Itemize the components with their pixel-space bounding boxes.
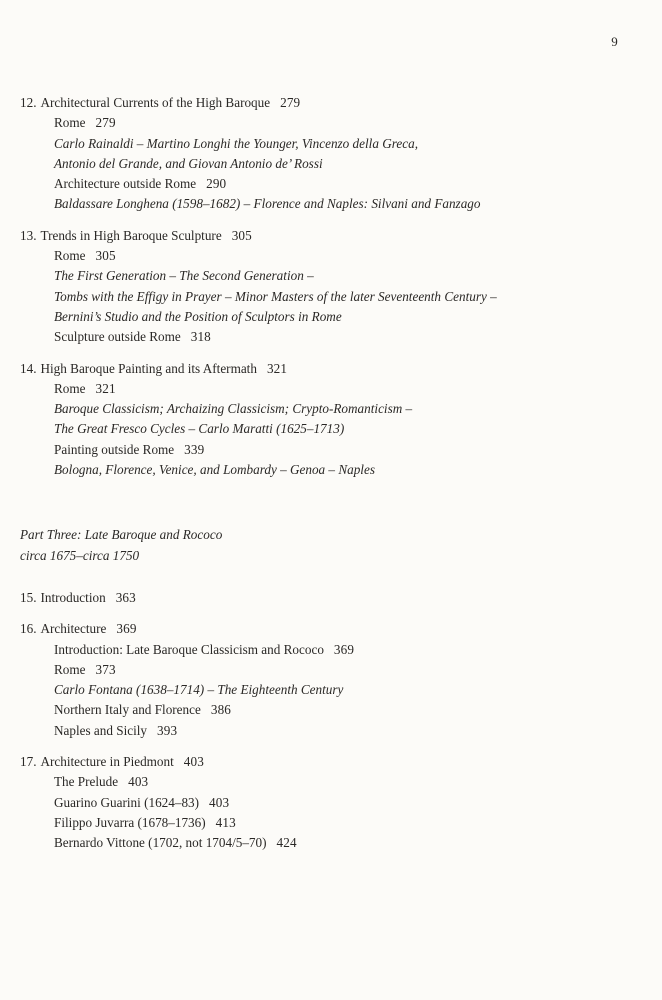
chapter-number: 16. [20, 621, 37, 637]
toc-entry [54, 379, 640, 399]
toc-entry [54, 793, 640, 813]
toc-entry [54, 700, 640, 720]
chapter-heading [20, 588, 640, 608]
entry-text: Sculpture outside Rome [54, 329, 181, 345]
toc-entry [54, 154, 640, 174]
chapter-number: 17. [20, 754, 37, 770]
toc-entry [54, 460, 640, 480]
chapter-page-ref: 321 [266, 360, 288, 376]
toc-entry [54, 721, 640, 741]
entry-text: Bernardo Vittone (1702, not 1704/5–70) [54, 835, 267, 851]
entry-text: Carlo Fontana (1638–1714) – The Eighteenth Century [54, 682, 344, 698]
toc-chapter [20, 619, 640, 741]
entry-text: The Prelude [54, 774, 119, 790]
entry-page-ref: 393 [157, 722, 178, 738]
chapter-page-ref: 279 [280, 95, 301, 110]
toc-entry [54, 640, 640, 660]
chapters-group-a [20, 93, 640, 480]
toc-entry [54, 660, 640, 680]
chapter-title: High Baroque Painting and its Aftermath [40, 360, 257, 376]
toc-chapter [20, 93, 640, 215]
entry-text: Rome [54, 115, 86, 131]
entry-text: The First Generation – The Second Generation – [54, 268, 314, 284]
toc-entry [54, 287, 640, 307]
chapter-title: Architectural Currents of the High Baroque [40, 95, 271, 110]
entry-page-ref: 386 [210, 702, 232, 718]
entry-page-ref: 369 [333, 641, 355, 657]
chapter-heading [20, 752, 640, 772]
entry-text: Baldassare Longhena (1598–1682) – Florence and Naples: Silvani and Fanzago [54, 196, 481, 212]
entry-text: Antonio del Grande, and Giovan Antonio de’ Rossi [54, 155, 323, 171]
entry-page-ref: 413 [215, 814, 236, 830]
entry-text: Rome [54, 661, 86, 677]
entry-page-ref: 403 [209, 794, 230, 810]
page-number: 9 [611, 34, 618, 49]
chapters-group-b [20, 588, 640, 854]
toc-entry [54, 680, 640, 700]
toc-entry [54, 772, 640, 792]
entry-text: Tombs with the Effigy in Prayer – Minor Masters of the later Seventeenth Century – [54, 288, 497, 304]
entry-page-ref: 279 [95, 115, 116, 131]
entry-page-ref: 339 [184, 441, 205, 457]
chapter-number: 12. [20, 95, 37, 110]
entry-text: Northern Italy and Florence [54, 702, 201, 718]
entry-text: Filippo Juvarra (1678–1736) [54, 814, 206, 830]
entry-text: Naples and Sicily [54, 722, 148, 738]
chapter-page-ref: 305 [231, 227, 252, 243]
entry-page-ref: 290 [206, 176, 227, 192]
part-title: Part Three: Late Baroque and Rococo [20, 527, 223, 543]
entry-text: Bologna, Florence, Venice, and Lombardy – Genoa – Naples [54, 462, 375, 478]
chapter-heading [20, 619, 640, 639]
chapter-title: Architecture [40, 621, 107, 637]
toc-chapter [20, 226, 640, 348]
toc-entry [54, 833, 640, 853]
entry-text: Rome [54, 248, 86, 264]
toc-entry [54, 113, 640, 133]
entry-text: Architecture outside Rome [54, 176, 197, 192]
part-date-range: circa 1675–circa 1750 [20, 547, 140, 563]
chapter-number: 13. [20, 227, 37, 243]
table-of-contents [20, 93, 640, 865]
chapter-heading [20, 226, 640, 246]
chapter-number: 15. [20, 589, 37, 605]
chapter-number: 14. [20, 360, 37, 376]
toc-chapter [20, 752, 640, 853]
entry-text: Carlo Rainaldi – Martino Longhi the Younger, Vincenzo della Greca, [54, 135, 418, 151]
entry-text: Bernini’s Studio and the Position of Sculptors in Rome [54, 308, 342, 324]
chapter-page-ref: 369 [116, 621, 137, 637]
toc-chapter [20, 359, 640, 481]
chapter-title: Architecture in Piedmont [40, 754, 174, 770]
toc-entry [54, 174, 640, 194]
toc-entry [54, 399, 640, 419]
entry-text: Rome [54, 380, 86, 396]
entry-page-ref: 321 [95, 380, 116, 396]
chapter-heading [20, 359, 640, 379]
chapter-heading [20, 93, 640, 113]
entry-page-ref: 318 [190, 329, 211, 345]
entry-text: Guarino Guarini (1624–83) [54, 794, 200, 810]
chapter-title: Trends in High Baroque Sculpture [40, 227, 222, 243]
toc-entry [54, 813, 640, 833]
chapter-page-ref: 403 [183, 754, 204, 770]
entry-page-ref: 403 [128, 774, 149, 790]
entry-page-ref: 305 [95, 248, 116, 264]
toc-entry [54, 266, 640, 286]
entry-text: Painting outside Rome [54, 441, 175, 457]
toc-entry [54, 419, 640, 439]
toc-entry [54, 194, 640, 214]
part-heading [20, 525, 640, 566]
toc-entry [54, 327, 640, 347]
chapter-page-ref: 363 [115, 589, 136, 605]
toc-chapter [20, 588, 640, 608]
toc-entry [54, 134, 640, 154]
entry-text: The Great Fresco Cycles – Carlo Maratti (1625–1713) [54, 421, 345, 437]
toc-entry [54, 440, 640, 460]
entry-page-ref: 424 [276, 835, 297, 851]
chapter-title: Introduction [40, 589, 106, 605]
toc-entry [54, 307, 640, 327]
entry-page-ref: 373 [95, 661, 116, 677]
entry-text: Introduction: Late Baroque Classicism and Rococo [54, 641, 324, 657]
entry-text: Baroque Classicism; Archaizing Classicism; Crypto-Romanticism – [54, 401, 413, 417]
toc-entry [54, 246, 640, 266]
